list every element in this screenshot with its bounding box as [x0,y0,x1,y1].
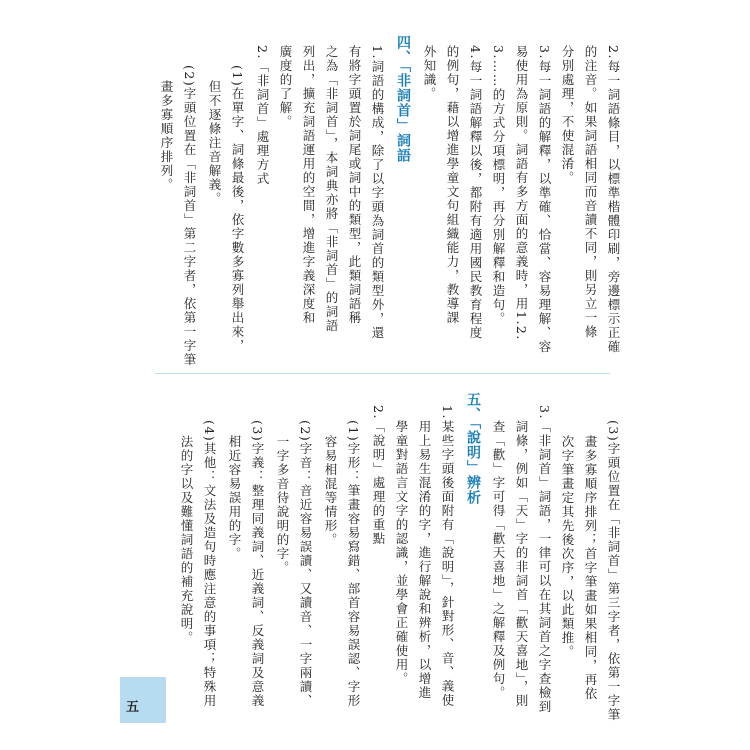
text-column: 法的字以及難懂詞語的補充說明。 [179,435,194,645]
text-column: 容易相混等情形。 [323,435,338,547]
section-heading-5: 五、「說明」辨析 [465,392,481,505]
text-column: 畫多寡順序排列。 [159,80,174,192]
text-column: (2)字音：音近容易誤讀、又讀音、一字兩讀、 [298,420,313,709]
text-column: 列出，擴充詞語運用的空間，增進字義深度和 [301,45,316,325]
text-column: 詞條，例如「天」字的非詞首「歡天喜地」，則 [514,420,529,708]
text-column: 4.每一詞語解釋以後，都附有適用國民教育程度 [468,45,483,340]
text-column: 一字多音待說明的字。 [275,435,290,575]
section-divider [155,373,610,374]
text-column: 的注音。如果詞語相同而音讀不同，則另立一條 [583,45,598,339]
text-column: 分別處理，不使混淆。 [560,45,575,185]
text-column: 但不逐條注音解義。 [207,80,222,206]
text-column: 相近容易誤用的字。 [227,435,242,561]
text-column: 2.每一詞語條目，以標準楷體印刷，旁邊標示正確 [606,45,621,354]
text-column: 3.每一詞語的解釋，以準確、恰當、容易理解、容 [537,45,552,354]
text-column: 的例句，藉以增進學童文句組織能力，教導課 [445,45,460,325]
section-heading-4: 四、「非詞首」詞語 [395,35,411,163]
text-column: 畫多寡順序排列；首字筆畫如果相同，再依 [583,435,598,701]
text-column: 1.某些字頭後面附有「說明」，針對形、音、義使 [440,405,455,708]
text-column: 學童對語言文字的認識，並學會正確使用。 [394,420,409,686]
text-column: 之為「非詞首」，本詞典亦將「非詞首」的詞語 [324,45,339,333]
text-column: 1.詞語的構成，除了以字頭為詞首的類型外，還 [370,45,385,340]
text-column: (3)字頭位置在「非詞首」第三字者，依第一字筆 [606,420,621,723]
text-column: 查「歡」字可得「歡天喜地」之解釋及例句。 [491,420,506,700]
text-column: 易使用為原則。詞語有多方面的意義時，用1.2. [514,45,529,341]
page-number: 五 [126,700,140,715]
text-column: (1)字形：筆畫容易寫錯、部首容易誤認、字形 [346,420,361,709]
text-column: (3)字義：整理同義詞、近義詞、反義詞及意義 [250,420,265,709]
text-column: 有將字頭置於詞尾或詞中的類型，此類詞語稱 [347,45,362,325]
text-column: 次字筆畫定其先後次序，以此類推。 [560,435,575,659]
text-column: 3.「非詞首」詞語，一律可以在其詞首之字查檢到 [537,405,552,714]
text-column: 用上易生混淆的字，進行解說和辨析，以增進 [417,420,432,700]
text-column: 2.「非詞首」處理方式 [255,45,270,186]
text-column: 外知識。 [422,45,437,101]
text-column: (2)字頭位置在「非詞首」第二字者，依第一字筆 [182,65,197,368]
top-text-block [150,35,621,368]
text-column: 廣度的了解。 [278,45,293,129]
text-column: (4)其他：文法及造句時應注意的事項；特殊用 [202,420,217,709]
text-column: 3.……的方式分項標明，再分別解釋和造句。 [491,45,506,326]
text-column: (1)在單字、詞條最後，依字數多寡列舉出來， [230,65,245,354]
bottom-text-block [150,392,621,723]
text-column: 2.「說明」處理的重點 [371,405,386,546]
